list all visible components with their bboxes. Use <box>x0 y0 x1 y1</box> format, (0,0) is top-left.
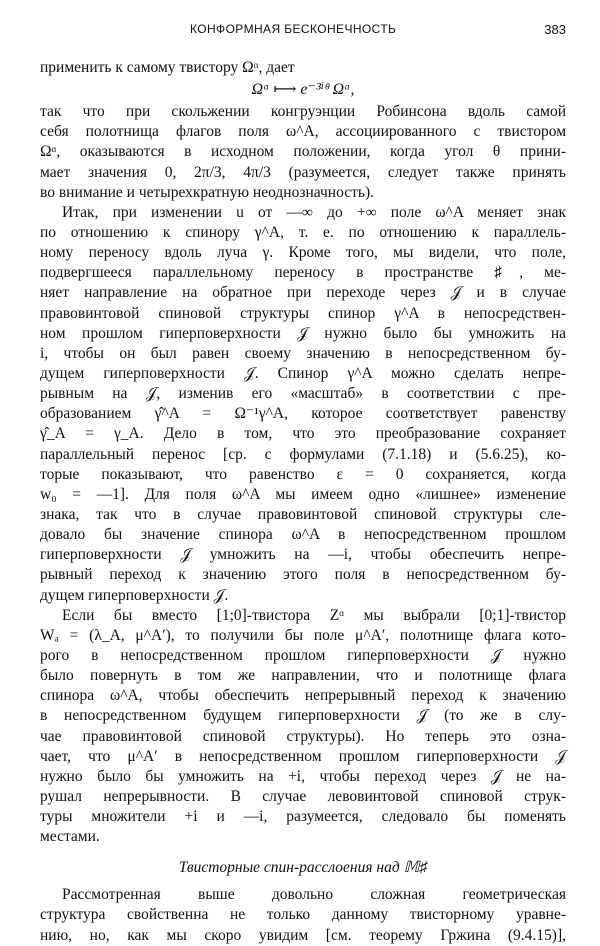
section-heading: Твисторные спин-расслоения над 𝕄♯ <box>178 859 428 877</box>
text-line: применить к самому твистору Ωᵅ, дает <box>40 59 295 76</box>
text-line: торые показывают, что равенство ε = 0 сохраняется, когда <box>40 465 566 483</box>
text-line: знака, так что в случае правовинтовой спиновой структуры сле- <box>40 505 566 523</box>
text-line: было повернуть в том же направлении, что и полотнище флага <box>40 667 566 685</box>
text-line: w₀ = —1]. Для поля ω^A мы имеем одно «лишнее» изменение <box>40 485 566 503</box>
text-line: по отношению к спинору γ^A, т. е. по отношению к параллель- <box>40 223 566 241</box>
text-line: местами. <box>40 828 100 846</box>
text-line: рывным на 𝒥, изменив его «масштаб» в соответствии с пре- <box>40 385 566 403</box>
text-line: i, чтобы он был равен своему значению в непосредственном бу- <box>40 344 566 362</box>
text-line: во внимание и четырехкратную неоднозначность). <box>40 183 374 201</box>
text-line: подвергшееся параллельному переносу в пространстве ♯, ме- <box>40 264 566 282</box>
paragraph-2 <box>40 203 566 606</box>
page-number: 383 <box>544 22 566 37</box>
text-line: образованием γ̂^A = Ω⁻¹γ^A, которое соответствует равенству <box>40 405 566 423</box>
running-head: КОНФОРМНАЯ БЕСКОНЕЧНОСТЬ <box>190 22 397 36</box>
text-line: в непосредственном будущем гиперповерхности 𝒥 (то же в слу- <box>40 707 566 725</box>
text-line: правовинтовой спиновой структуры спинор γ^A в непосредствен- <box>40 304 566 322</box>
text-line: дущем гиперповерхности 𝒥. <box>40 586 229 604</box>
text-line: рывный переход к значению этого поля в непосредственном бу- <box>40 566 566 584</box>
text-line: мает значения 0, 2π/3, 4π/3 (разумеется, следует также принять <box>40 163 566 181</box>
paragraph-4 <box>40 885 566 945</box>
text-line: Wₐ = (λ_A, μ^A′), то получили бы поле μ^A′, полотнище флага кото- <box>40 626 566 644</box>
text-line: нужно было бы умножить на +i, чтобы переход через 𝒥 не на- <box>40 767 566 785</box>
text-line: чае правовинтовой спиновой структуры). Но теперь это озна- <box>40 727 566 745</box>
text-line: γ̂_A = γ_A. Дело в том, что это преобразование сохраняет <box>40 425 566 443</box>
text-line: Итак, при изменении u от —∞ до +∞ поле ω^A меняет знак <box>62 203 566 221</box>
text-line: дущем гиперповерхности 𝒥. Спинор γ^A можно сделать непре- <box>40 364 566 382</box>
text-line: туры множители +i и —i, разумеется, следовало бы поменять <box>40 808 566 826</box>
page-body <box>40 58 566 946</box>
page-header <box>40 22 566 42</box>
text-line: гиперповерхности 𝒥 умножить на —i, чтобы обеспечить непре- <box>40 546 566 564</box>
text-line: параллельный перенос [ср. с формулами (7.1.18) и (5.6.25), ко- <box>40 445 566 463</box>
text-line: Рассмотренная выше довольно сложная геометрическая <box>62 886 566 904</box>
text-line: ном прошлом гиперповерхности 𝒥 нужно было бы умножить на <box>40 324 566 342</box>
text-line: нию, но, как мы скоро увидим [см. теорему Гржина (9.4.15)], <box>40 926 566 944</box>
text-line: Если бы вместо [1;0]-твистора Zᵅ мы выбрали [0;1]-твистор <box>62 606 566 624</box>
text-line: чает, что μ^A′ в непосредственном прошлом гиперповерхности 𝒥 <box>40 747 566 765</box>
text-line: спинора ω^A, чтобы обеспечить непрерывный переход к значению <box>40 687 566 705</box>
text-line: няет направление на обратное при переходе через 𝒥 и в случае <box>40 284 566 302</box>
text-line: рушал непрерывности. В случае левовинтовой спиновой струк- <box>40 787 566 805</box>
text-line: рого в непосредственном прошлом гиперповерхности 𝒥 нужно <box>40 646 566 664</box>
text-line: довало бы значение спинора ω^A в непосредственном прошлом <box>40 526 566 544</box>
text-line: структура свойственна не только данному твисторному уравне- <box>40 906 566 924</box>
text-line: ному переносу вдоль луча γ. Кроме того, мы видели, что поле, <box>40 244 566 262</box>
text-line: так что при скольжении конгруэнции Робинсона вдоль самой <box>40 103 566 121</box>
paragraph-3 <box>40 606 566 848</box>
paragraph-1 <box>40 102 566 203</box>
text-line: себя полотнища флагов поля ω^A, ассоциированного с твистором <box>40 123 566 141</box>
text-line: Ωᵅ, оказываются в исходном положении, когда угол θ прини- <box>40 143 566 161</box>
display-formula: Ωᵅ ⟼ e⁻³ⁱᶿ Ωᵅ, <box>251 81 355 99</box>
